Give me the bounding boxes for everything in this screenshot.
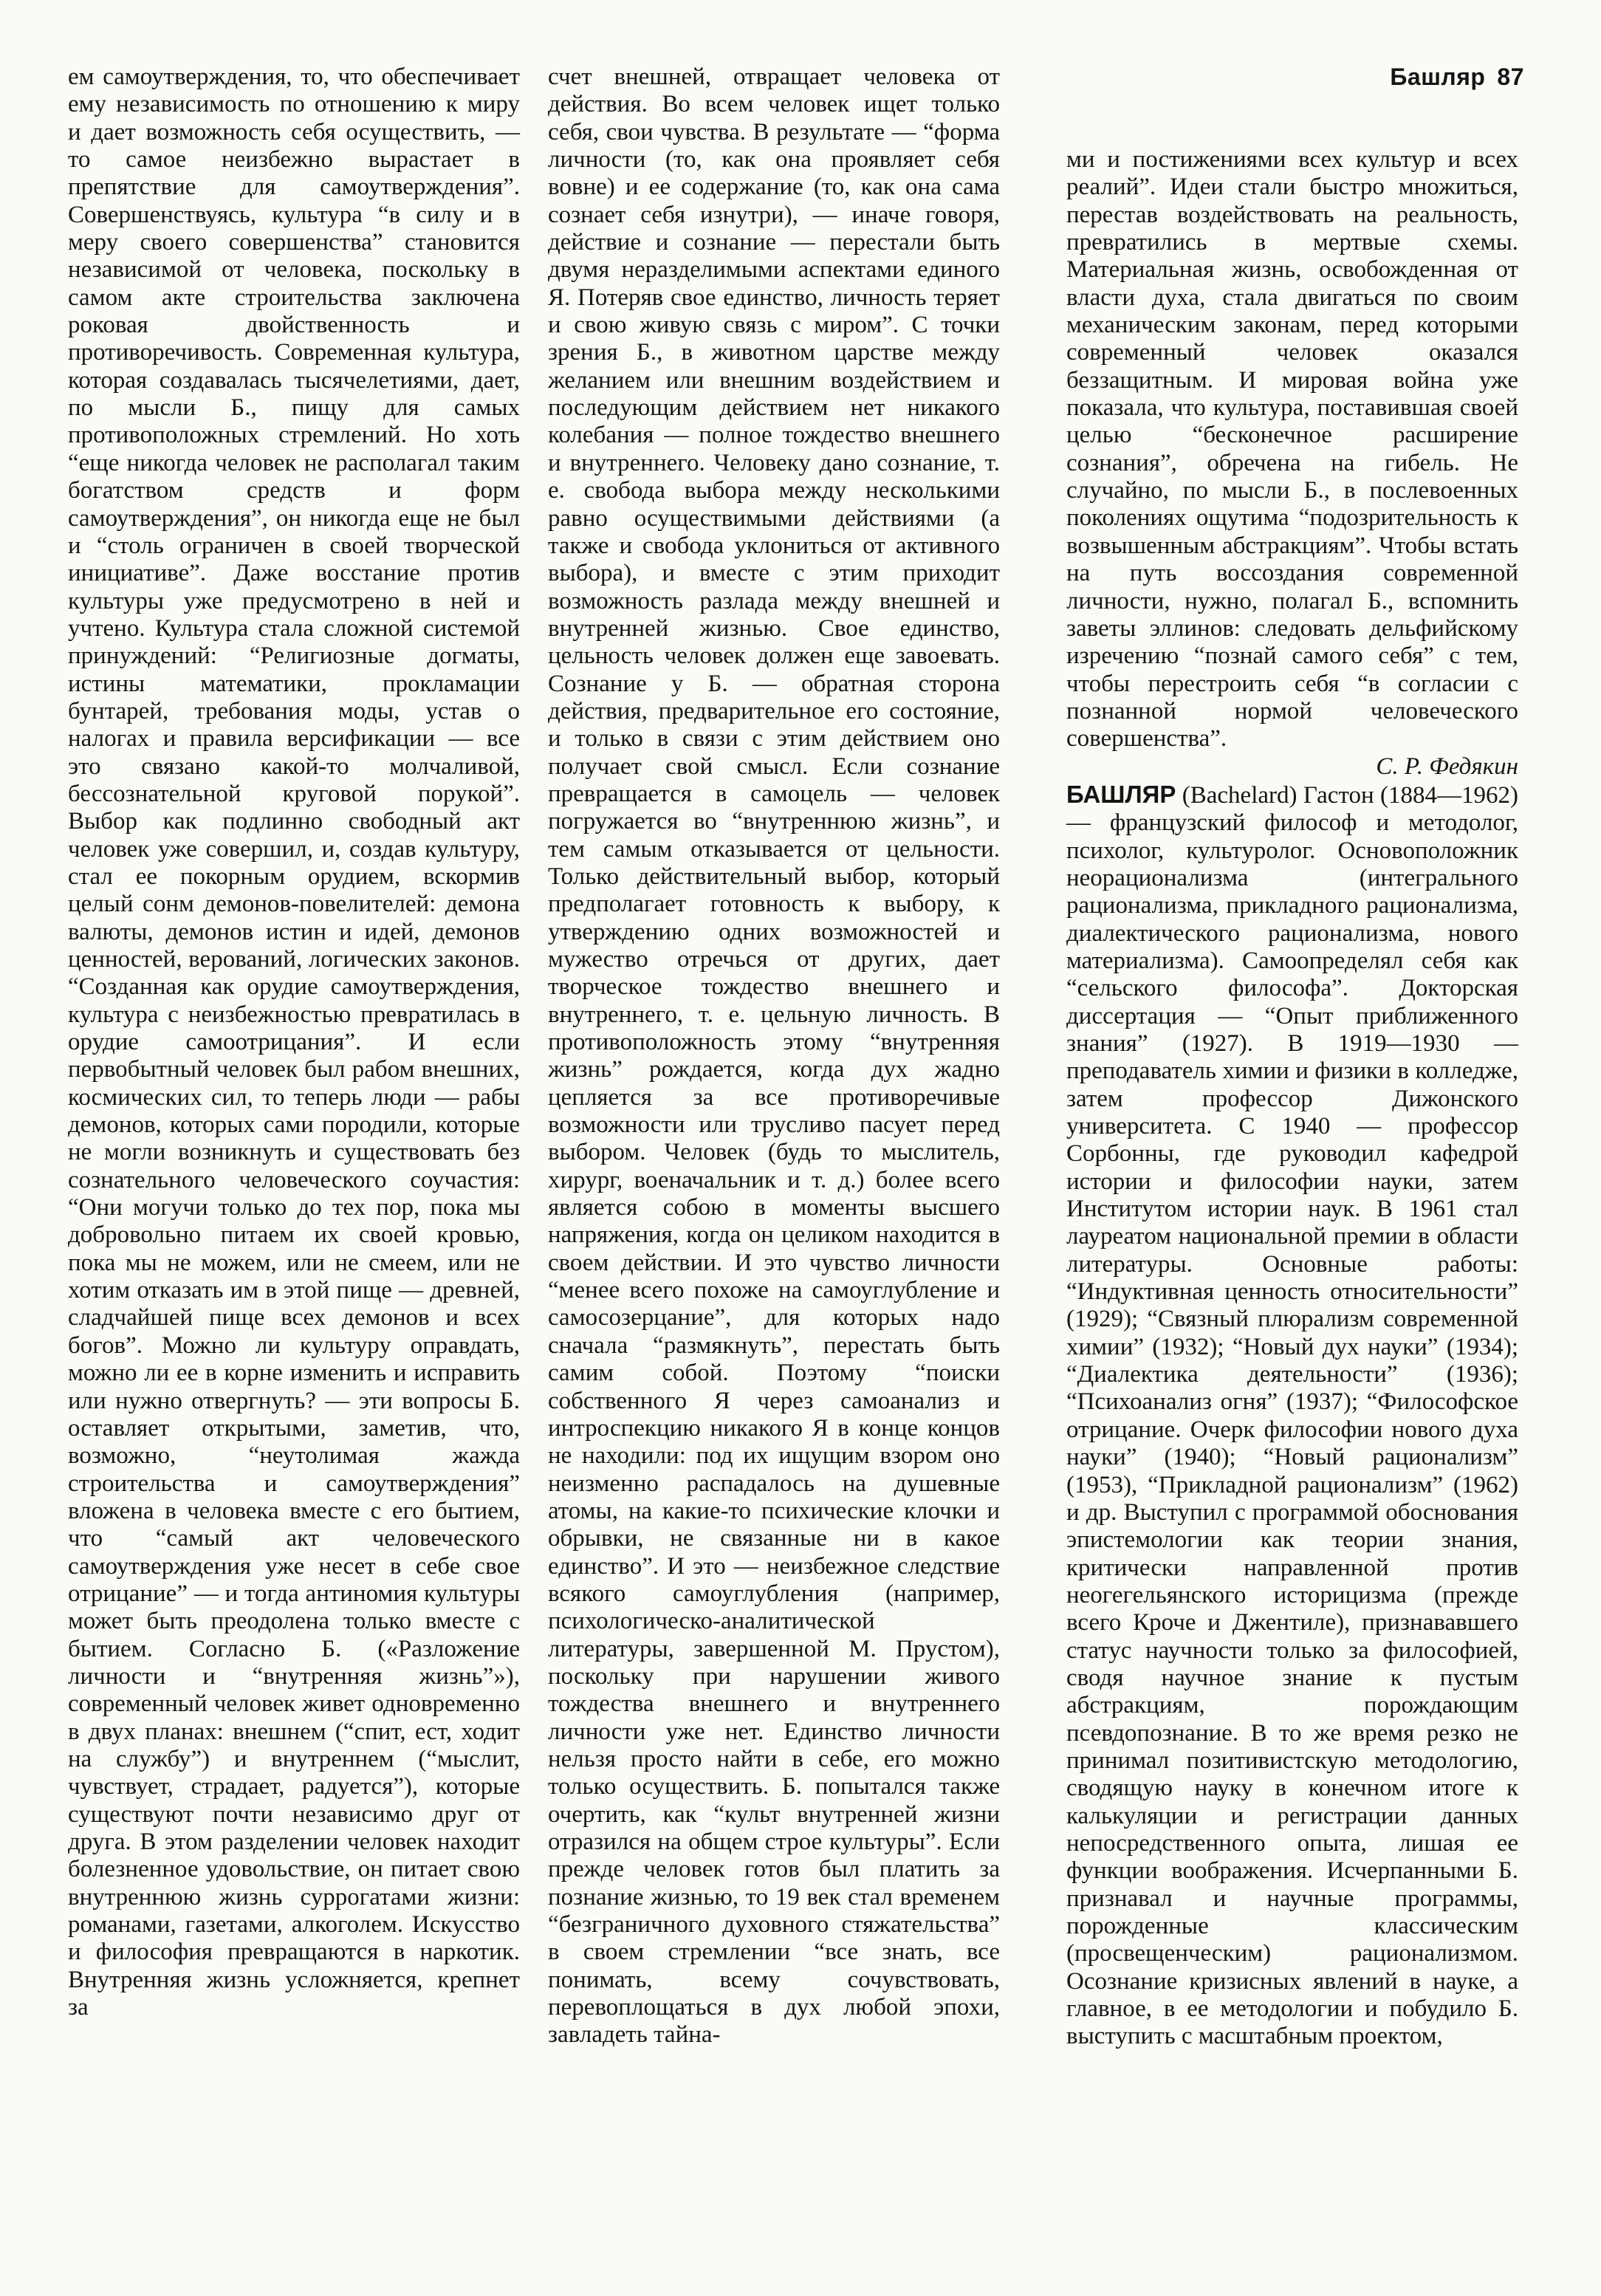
page-number: 87 [1497,64,1524,90]
running-head [1390,64,1524,91]
paragraph-continued: ми и постижениями всех культур и всех реалий”. Идеи стали быстро множиться, перестав воздействовать на реальность, превратились в мертвые схемы. Материальная жизнь, освобожденная от власти духа, стала двигаться по своим механическим законам, перед которыми современный человек оказался беззащитным. И мировая война уже показала, что культура, поставившая своей целью “бесконечное расширение сознания”, обречена на гибель. Не случайно, по мысли Б., в послевоенных поколениях ощутима “подозрительность к возвышенным абстракциям”. Чтобы встать на путь воссоздания современной личности, нужно, полагал Б., вспомнить заветы эллинов: следовать дельфийскому изречению “познай самого себя” с тем, чтобы перестроить себя “в согласии с познанной нормой человеческого совершенства”. [1066,146,1518,753]
author-signature: С. Р. Федякин [1376,753,1518,780]
dictionary-entry [1066,781,1518,2051]
entry-body: (Bachelard) Гастон (1884—1962) — французский философ и методолог, психолог, культуролог. Основоположник неорационализма (интегрального рационализма, прикладного рационализма, диалектического рационализма, нового материализма). Самоопределял себя как “сельского философа”. Докторская диссертация — “Опыт приближенного знания” (1927). В 1919—1930 — преподаватель химии и физики в колледже, затем профессор Дижонского университета. С 1940 — профессор Сорбонны, где руководил кафедрой истории и философии науки, затем Институтом истории наук. В 1961 стал лауреатом национальной премии в области литературы. Основные работы: “Индуктивная ценность относительности” (1929); “Связный плюрализм современной химии” (1932); “Новый дух науки” (1934); “Диалектика деятельности” (1936); “Психоанализ огня” (1937); “Философское отрицание. Очерк философии нового духа науки” (1940); “Новый рационализм” (1953), “Прикладной рационализм” (1962) и др. Выступил с программой обоснования эпистемологии как теории знания, критически направленной против неогегельянского историцизма (прежде всего Кроче и Джентиле), признававшего статус научности только за философией, сводя научное знание к пустым абстракциям, порождающим псевдопознание. В то же время резко не принимал позитивистскую методологию, сводящую науку в конечном итоге к калькуляции и регистрации данных непосредственного опыта, лишая ее функции воображения. Исчерпанными Б. признавал и научные программы, порожденные классическим (просвещенческим) рационализмом. Осознание кризисных явлений в науке, а главное, в ее методологии и побудило Б. выступить с масштабным проектом, [1066,781,1518,2050]
text-column-2 [548,64,1000,2049]
paragraph-continued: ем самоутверждения, то, что обеспечивает ему независимость по отношению к миру и дает возможность себя осуществить, — то самое неизбежно вырастает в препятствие для самоутверждения”. Совершенствуясь, культура “в силу и в меру своего совершенства” становится независимой от человека, поскольку в самом акте строительства заключена роковая двойственность и противоречивость. Современная культура, которая создавалась тысячелетиями, дает, по мысли Б., пищу для самых противоположных стремлений. Но хоть “еще никогда человек не располагал таким богатством средств и форм самоутверждения”, он никогда еще не был и “столь ограничен в своей творческой инициативе”. Даже восстание против культуры уже предусмотрено в ней и учтено. Культура стала сложной системой принуждений: “Религиозные догматы, истины математики, прокламации бунтарей, требования моды, устав о налогах и правила версификации — все это связано какой-то молчаливой, бессознательной круговой порукой”. Выбор как подлинно свободный акт человек уже совершил, и, создав культуру, стал ее покорным орудием, вскормив целый сонм демонов-повелителей: демона валюты, демонов истин и идей, демонов ценностей, верований, логических законов. “Созданная как орудие самоутверждения, культура с неизбежностью превратилась в орудие самоотрицания”. И если первобытный человек был рабом внешних, космических сил, то теперь люди — рабы демонов, которых сами породили, которые не могли возникнуть и существовать без сознательного человеческого соучастия: “Они могучи только до тех пор, пока мы добровольно питаем их своей кровью, пока мы не можем, или не смеем, или не хотим отказать им в этой пище — древней, сладчайшей пище всех демонов и всех богов”. Можно ли культуру оправдать, можно ли ее в корне изменить и исправить или нужно отвергнуть? — эти вопросы Б. оставляет открытыми, заметив, что, возможно, “неутолимая жажда строительства и самоутверждения” вложена в человека вместе с его бытием, что “самый акт человеческого самоутверждения уже несет в себе свое отрицание” — и тогда антиномия культуры может быть преодолена только вместе с бытием. Согласно Б. («Разложение личности и “внутренняя жизнь”»), современный человек живет одновременно в двух планах: внешнем (“спит, ест, ходит на службу”) и внутреннем (“мыслит, чувствует, страдает, радуется”), которые существуют почти независимо друг от друга. В этом разделении человек находит болезненное удовольствие, он питает свою внутреннюю жизнь суррогатами жизни: романами, газетами, алкоголем. Искусство и философия превращаются в наркотик. Внутренняя жизнь усложняется, крепнет за [68,64,520,2021]
entry-headword: БАШЛЯР [1066,780,1176,808]
paragraph-continued: счет внешней, отвращает человека от действия. Во всем человек ищет только себя, свои чувства. В результате — “форма личности (то, как она проявляет себя вовне) и ее содержание (то, как она сама сознает себя изнутри), — иначе говоря, действие и сознание — перестали быть двумя неразделимыми аспектами единого Я. Потеряв свое единство, личность теряет и свою живую связь с миром”. С точки зрения Б., в животном царстве между желанием или внешним воздействием и последующим действием нет никакого колебания — полное тождество внешнего и внутреннего. Человеку дано сознание, т. е. свобода выбора между несколькими равно осуществимыми действиями (а также и свобода уклониться от активного выбора), и вместе с этим приходит возможность разлада между внешней и внутренней жизнью. Свое единство, цельность человек должен еще завоевать. Сознание у Б. — обратная сторона действия, предварительное его состояние, и только в связи с этим действием оно получает свой смысл. Если сознание превращается в самоцель — человек погружается во “внутреннюю жизнь”, и тем самым отказывается от цельности. Только действительный выбор, который предполагает готовность к выбору, к утверждению одних возможностей и мужество отречься от других, дает творческое тождество внешнего и внутреннего, т. е. цельную личность. В противоположность этому “внутренняя жизнь” рождается, когда дух жадно цепляется за все противоречивые возможности или трусливо пасует перед выбором. Человек (будь то мыслитель, хирург, военачальник и т. д.) более всего является собою в моменты высшего напряжения, когда он целиком находится в своем действии. И это чувство личности “менее всего похоже на самоуглубление и самосозерцание”, для которых надо сначала “размякнуть”, перестать быть самим собой. Поэтому “поиски собственного Я через самоанализ и интроспекцию никакого Я в конце концов не находили: под их ищущим взором оно неизменно распадалось на душевные атомы, на какие-то психические клочки и обрывки, не связанные ни в какое единство”. И это — неизбежное следствие всякого самоуглубления (например, психологическо-аналитической литературы, завершенной М. Прустом), поскольку при нарушении живого тождества внешнего и внутреннего личности уже нет. Единство личности нельзя просто найти в себе, его можно только осуществить. Б. попытался также очертить, как “культ внутренней жизни отразился на общем строе культуры”. Если прежде человек готов был платить за познание жизнью, то 19 век стал временем “безграничного духовного стяжательства” в своем стремлении “все знать, все понимать, всему сочувствовать, перевоплощаться в дух любой эпохи, завладеть тайна- [548,64,1000,2049]
text-column-3 [1066,146,1518,2051]
running-head-title: Башляр [1390,64,1486,90]
text-column-1 [68,64,520,2021]
